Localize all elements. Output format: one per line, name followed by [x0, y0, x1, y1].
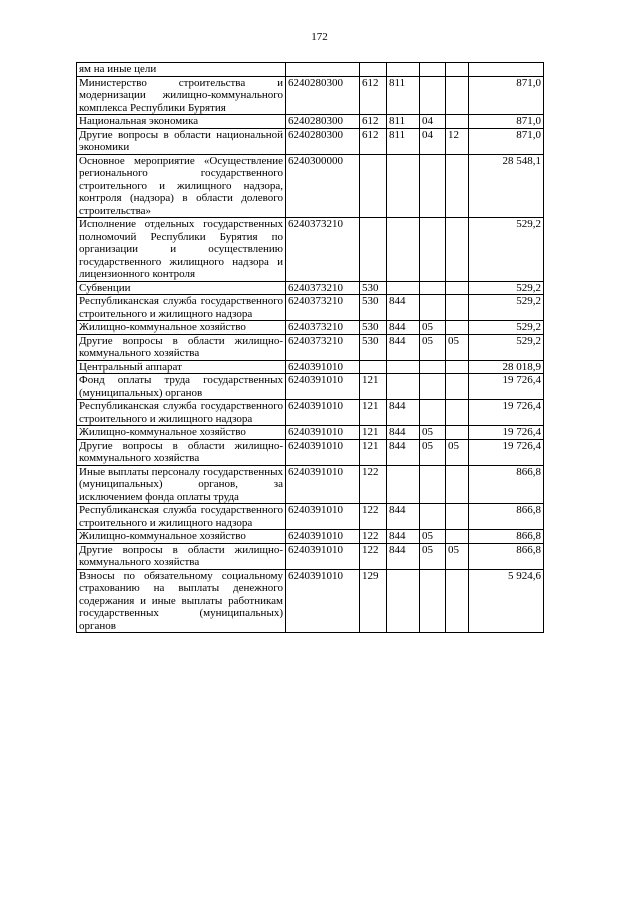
amount-cell: 871,0: [469, 76, 544, 115]
target-article-code-cell: 6240373210: [286, 295, 360, 321]
subsection-code-cell: [446, 426, 469, 440]
section-code-cell: [420, 281, 446, 295]
expense-type-code-cell: [360, 360, 387, 374]
table-row: [77, 321, 544, 335]
subsection-code-cell: [446, 569, 469, 633]
table-row: [77, 218, 544, 282]
target-article-code-cell: 6240391010: [286, 439, 360, 465]
section-code-cell: 05: [420, 334, 446, 360]
target-article-code-cell: 6240373210: [286, 281, 360, 295]
target-article-code-cell: 6240280300: [286, 128, 360, 154]
section-code-cell: [420, 76, 446, 115]
row-name-cell: Республиканская служба государственного строительного и жилищного надзора: [77, 400, 286, 426]
target-article-code-cell: 6240391010: [286, 360, 360, 374]
row-name-cell: Республиканская служба государственного строительного и жилищного надзора: [77, 504, 286, 530]
expense-type-code-cell: 121: [360, 439, 387, 465]
section-code-cell: 05: [420, 321, 446, 335]
administrator-code-cell: 844: [387, 504, 420, 530]
amount-cell: 19 726,4: [469, 426, 544, 440]
administrator-code-cell: 844: [387, 426, 420, 440]
target-article-code-cell: 6240391010: [286, 374, 360, 400]
table-row: [77, 154, 544, 218]
target-article-code-cell: 6240373210: [286, 321, 360, 335]
target-article-code-cell: [286, 63, 360, 77]
amount-cell: 19 726,4: [469, 400, 544, 426]
subsection-code-cell: [446, 281, 469, 295]
administrator-code-cell: 811: [387, 128, 420, 154]
subsection-code-cell: [446, 115, 469, 129]
table-row: [77, 400, 544, 426]
amount-cell: 529,2: [469, 321, 544, 335]
expense-type-code-cell: 121: [360, 374, 387, 400]
target-article-code-cell: 6240391010: [286, 530, 360, 544]
amount-cell: 28 018,9: [469, 360, 544, 374]
row-name-cell: Исполнение отдельных государственных полномочий Республики Бурятия по организации и осуществлению государственного жилищного надзора и лицензионного контроля: [77, 218, 286, 282]
table-row: [77, 543, 544, 569]
expense-type-code-cell: 129: [360, 569, 387, 633]
expense-type-code-cell: 530: [360, 321, 387, 335]
expense-type-code-cell: 122: [360, 543, 387, 569]
expense-type-code-cell: 612: [360, 128, 387, 154]
table-row: [77, 374, 544, 400]
table-row: [77, 569, 544, 633]
row-name-cell: Жилищно-коммунальное хозяйство: [77, 530, 286, 544]
target-article-code-cell: 6240280300: [286, 115, 360, 129]
administrator-code-cell: 844: [387, 334, 420, 360]
row-name-cell: Фонд оплаты труда государственных (муниципальных) органов: [77, 374, 286, 400]
table-row: [77, 295, 544, 321]
expense-type-code-cell: 530: [360, 334, 387, 360]
table-row: [77, 360, 544, 374]
subsection-code-cell: [446, 530, 469, 544]
section-code-cell: 05: [420, 530, 446, 544]
row-name-cell: Другие вопросы в области национальной экономики: [77, 128, 286, 154]
amount-cell: 866,8: [469, 543, 544, 569]
administrator-code-cell: 844: [387, 530, 420, 544]
subsection-code-cell: [446, 360, 469, 374]
target-article-code-cell: 6240391010: [286, 465, 360, 504]
administrator-code-cell: 844: [387, 321, 420, 335]
table-row: [77, 281, 544, 295]
administrator-code-cell: [387, 569, 420, 633]
section-code-cell: [420, 360, 446, 374]
expense-type-code-cell: [360, 218, 387, 282]
section-code-cell: [420, 374, 446, 400]
row-name-cell: Другие вопросы в области жилищно-коммунального хозяйства: [77, 334, 286, 360]
section-code-cell: [420, 465, 446, 504]
section-code-cell: 04: [420, 128, 446, 154]
subsection-code-cell: [446, 76, 469, 115]
subsection-code-cell: 05: [446, 543, 469, 569]
subsection-code-cell: [446, 218, 469, 282]
target-article-code-cell: 6240300000: [286, 154, 360, 218]
expense-type-code-cell: [360, 154, 387, 218]
expense-type-code-cell: 122: [360, 465, 387, 504]
section-code-cell: [420, 504, 446, 530]
row-name-cell: Республиканская служба государственного строительного и жилищного надзора: [77, 295, 286, 321]
administrator-code-cell: [387, 154, 420, 218]
amount-cell: 871,0: [469, 128, 544, 154]
subsection-code-cell: [446, 465, 469, 504]
amount-cell: 529,2: [469, 218, 544, 282]
administrator-code-cell: 844: [387, 439, 420, 465]
target-article-code-cell: 6240373210: [286, 334, 360, 360]
page-number: 172: [311, 31, 328, 43]
administrator-code-cell: 844: [387, 400, 420, 426]
row-name-cell: Центральный аппарат: [77, 360, 286, 374]
expense-type-code-cell: [360, 63, 387, 77]
row-name-cell: Жилищно-коммунальное хозяйство: [77, 426, 286, 440]
section-code-cell: [420, 218, 446, 282]
administrator-code-cell: [387, 465, 420, 504]
table-row: [77, 115, 544, 129]
amount-cell: 5 924,6: [469, 569, 544, 633]
table-row: [77, 504, 544, 530]
expense-type-code-cell: 122: [360, 504, 387, 530]
expense-type-code-cell: 530: [360, 281, 387, 295]
subsection-code-cell: [446, 154, 469, 218]
row-name-cell: Основное мероприятие «Осуществление регионального государственного строительного и жилищного надзора, контроля (надзора) в области долевого строительства»: [77, 154, 286, 218]
subsection-code-cell: 05: [446, 334, 469, 360]
row-name-cell: Иные выплаты персоналу государственных (муниципальных) органов, за исключением фонда оплаты труда: [77, 465, 286, 504]
table-row: [77, 439, 544, 465]
administrator-code-cell: [387, 281, 420, 295]
administrator-code-cell: 811: [387, 115, 420, 129]
subsection-code-cell: [446, 400, 469, 426]
administrator-code-cell: [387, 218, 420, 282]
target-article-code-cell: 6240391010: [286, 569, 360, 633]
row-name-cell: ям на иные цели: [77, 63, 286, 77]
table-row: [77, 63, 544, 77]
target-article-code-cell: 6240391010: [286, 504, 360, 530]
subsection-code-cell: [446, 63, 469, 77]
expense-type-code-cell: 122: [360, 530, 387, 544]
subsection-code-cell: 12: [446, 128, 469, 154]
subsection-code-cell: 05: [446, 439, 469, 465]
budget-table: [76, 62, 544, 633]
expense-type-code-cell: 530: [360, 295, 387, 321]
target-article-code-cell: 6240373210: [286, 218, 360, 282]
administrator-code-cell: 844: [387, 295, 420, 321]
section-code-cell: 05: [420, 543, 446, 569]
row-name-cell: Взносы по обязательному социальному страхованию на выплаты денежного содержания и иные выплаты работникам государственных (муниципальных) органов: [77, 569, 286, 633]
administrator-code-cell: [387, 374, 420, 400]
row-name-cell: Жилищно-коммунальное хозяйство: [77, 321, 286, 335]
amount-cell: 866,8: [469, 465, 544, 504]
target-article-code-cell: 6240391010: [286, 426, 360, 440]
subsection-code-cell: [446, 321, 469, 335]
administrator-code-cell: [387, 360, 420, 374]
amount-cell: 529,2: [469, 295, 544, 321]
administrator-code-cell: 811: [387, 76, 420, 115]
amount-cell: 28 548,1: [469, 154, 544, 218]
amount-cell: [469, 63, 544, 77]
section-code-cell: [420, 63, 446, 77]
row-name-cell: Национальная экономика: [77, 115, 286, 129]
row-name-cell: Министерство строительства и модернизации жилищно-коммунального комплекса Республики Бурятия: [77, 76, 286, 115]
target-article-code-cell: 6240391010: [286, 400, 360, 426]
expense-type-code-cell: 612: [360, 115, 387, 129]
expense-type-code-cell: 612: [360, 76, 387, 115]
table-row: [77, 465, 544, 504]
amount-cell: 19 726,4: [469, 374, 544, 400]
section-code-cell: [420, 400, 446, 426]
amount-cell: 529,2: [469, 334, 544, 360]
subsection-code-cell: [446, 295, 469, 321]
table-row: [77, 426, 544, 440]
table-row: [77, 76, 544, 115]
section-code-cell: 05: [420, 426, 446, 440]
amount-cell: 866,8: [469, 530, 544, 544]
row-name-cell: Субвенции: [77, 281, 286, 295]
amount-cell: 19 726,4: [469, 439, 544, 465]
section-code-cell: 04: [420, 115, 446, 129]
table-row: [77, 530, 544, 544]
amount-cell: 866,8: [469, 504, 544, 530]
amount-cell: 529,2: [469, 281, 544, 295]
row-name-cell: Другие вопросы в области жилищно-коммунального хозяйства: [77, 543, 286, 569]
administrator-code-cell: 844: [387, 543, 420, 569]
target-article-code-cell: 6240280300: [286, 76, 360, 115]
section-code-cell: [420, 154, 446, 218]
table-body: [77, 63, 544, 633]
subsection-code-cell: [446, 504, 469, 530]
amount-cell: 871,0: [469, 115, 544, 129]
table-row: [77, 128, 544, 154]
expense-type-code-cell: 121: [360, 400, 387, 426]
table-row: [77, 334, 544, 360]
row-name-cell: Другие вопросы в области жилищно-коммунального хозяйства: [77, 439, 286, 465]
section-code-cell: [420, 295, 446, 321]
section-code-cell: [420, 569, 446, 633]
expense-type-code-cell: 121: [360, 426, 387, 440]
section-code-cell: 05: [420, 439, 446, 465]
subsection-code-cell: [446, 374, 469, 400]
target-article-code-cell: 6240391010: [286, 543, 360, 569]
administrator-code-cell: [387, 63, 420, 77]
